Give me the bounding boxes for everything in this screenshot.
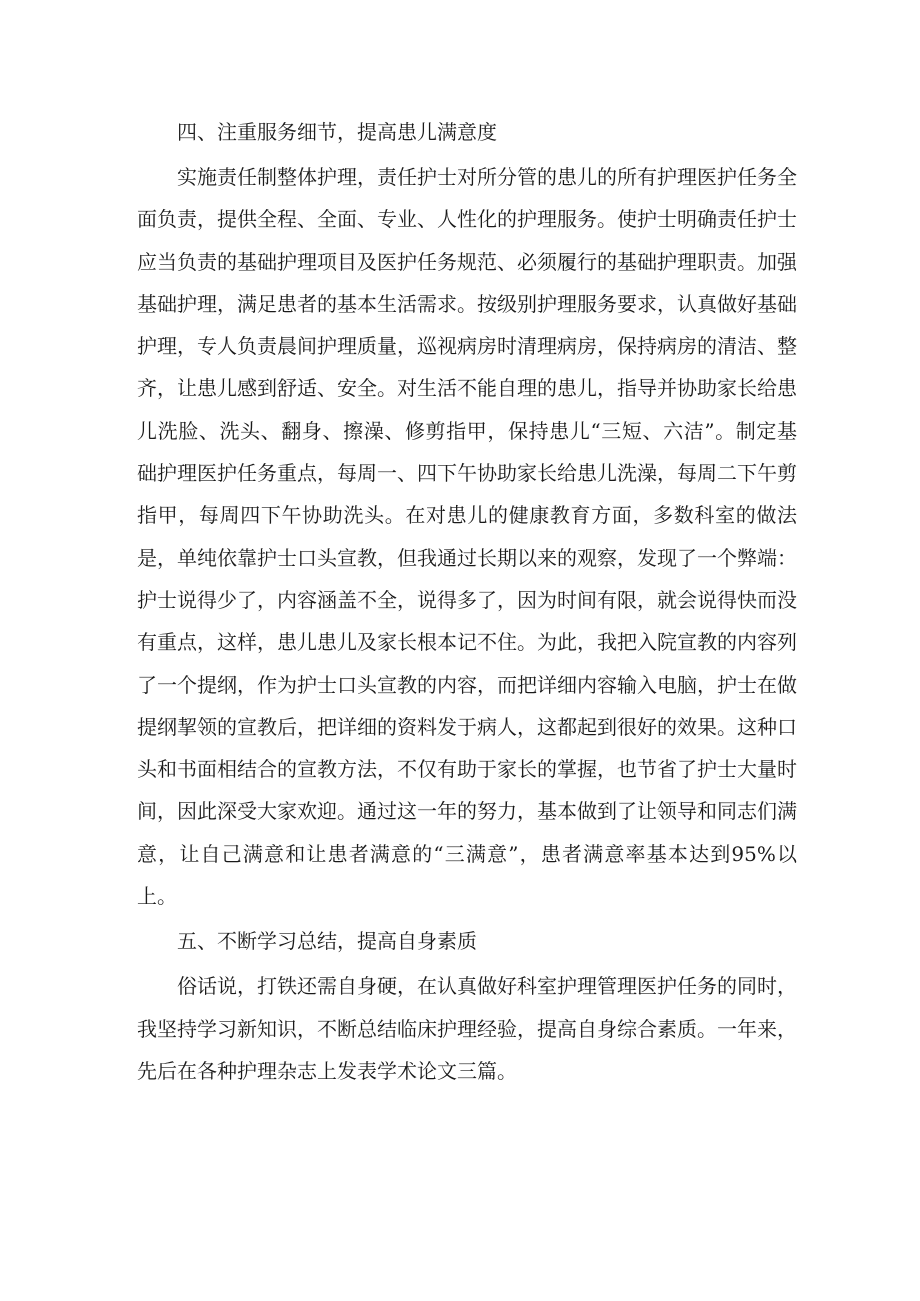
section-4-paragraph: 实施责任制整体护理，责任护士对所分管的患儿的所有护理医护任务全面负责，提供全程、全面、专业、人性化的护理服务。使护士明确责任护士应当负责的基础护理项目及医护任务规范、必须履行的基础护理职责。加强基础护理，满足患者的基本生活需求。按级别护理服务要求，认真做好基础护理，专人负责晨间护理质量，巡视病房时清理病房，保持病房的清洁、整齐，让患儿感到舒适、安全。对生活不能自理的患儿，指导并协助家长给患儿洗脸、洗头、翻身、擦澡、修剪指甲，保持患儿“三短、六洁”。制定基础护理医护任务重点，每周一、四下午协助家长给患儿洗澡，每周二下午剪指甲，每周四下午协助洗头。在对患儿的健康教育方面，多数科室的做法是，单纯依靠护士口头宣教，但我通过长期以来的观察，发现了一个弊端：护士说得少了，内容涵盖不全，说得多了，因为时间有限，就会说得快而没有重点，这样，患儿患儿及家长根本记不住。为此，我把入院宣教的内容列了一个提纲，作为护士口头宣教的内容，而把详细内容输入电脑，护士在做提纲挈领的宣教后，把详细的资料发于病人，这都起到很好的效果。这种口头和书面相结合的宣教方法，不仅有助于家长的掌握，也节省了护士大量时间，因此深受大家欢迎。通过这一年的努力，基本做到了让领导和同志们满意，让自己满意和让患者满意的“三满意”，患者满意率基本达到95%以上。 xyxy=(137,165,797,909)
section-5-heading: 五、不断学习总结，提高自身素质 xyxy=(177,929,477,954)
section-5-paragraph: 俗话说，打铁还需自身硬，在认真做好科室护理管理医护任务的同时，我坚持学习新知识，不断总结临床护理经验，提高自身综合素质。一年来，先后在各种护理杂志上发表学术论文三篇。 xyxy=(137,974,797,1083)
document-body xyxy=(137,112,797,1092)
section-4-heading: 四、注重服务细节，提高患儿满意度 xyxy=(177,120,497,144)
